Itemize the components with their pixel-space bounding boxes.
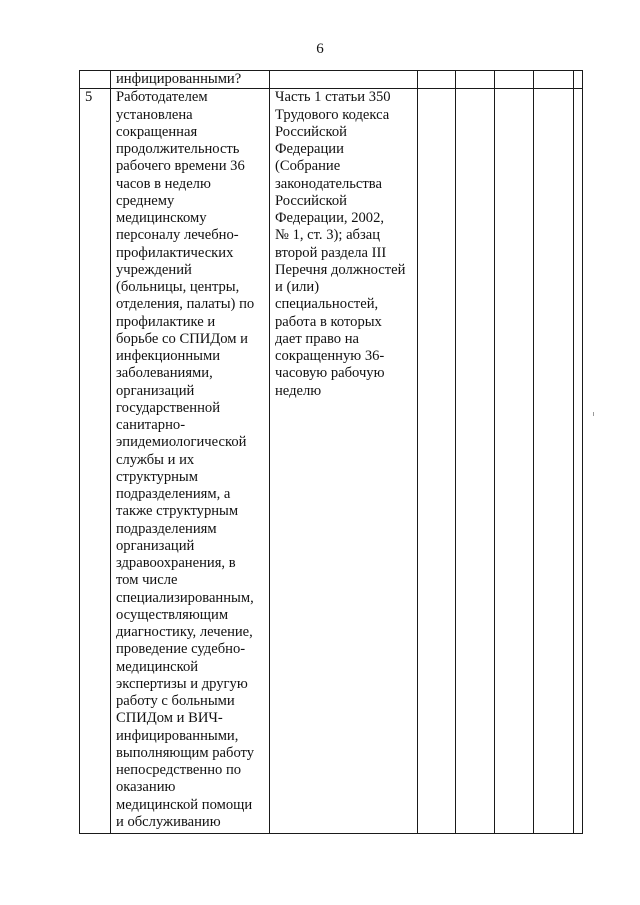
notes-cell [574,71,583,89]
requirement-text-line: подразделениям [116,520,217,537]
requirement-text-line: экспертизы и другую [116,675,248,692]
row-number-cell [80,71,111,89]
legal-basis-cell [270,89,418,834]
legal-basis-text-line: работа в которых [275,313,382,330]
requirement-text-line: здравоохранения, в [116,555,236,571]
legal-basis-text-line: сокращенную 36- [275,348,385,364]
legal-basis-text-line: Российской [275,192,347,209]
requirement-cell [111,71,270,89]
requirement-text-line: эпидемиологической [116,434,247,451]
legal-basis-cell [270,71,418,89]
requirement-text-line: продолжительность [116,141,240,157]
requirement-text-line: выполняющим работу [116,744,255,761]
requirements-table [79,70,583,834]
requirement-text-line: СПИДом и ВИЧ- [116,710,223,727]
requirement-text-line: инфицированными, [116,727,239,744]
answer-cell [418,89,456,834]
legal-basis-text-line: Перечня должностей [275,261,406,278]
legal-basis-text-line: и (или) [275,279,320,295]
answer-cell [534,71,574,89]
answer-cell [495,89,534,834]
table-row [80,89,583,834]
answer-cell [456,71,495,89]
answer-cell [418,71,456,89]
requirement-text-line: отделения, палаты) по [116,296,255,313]
legal-basis-text-line: Часть 1 статьи 350 [275,89,391,106]
requirement-text-line: медицинскому [116,210,207,226]
answer-cell [534,89,574,834]
requirement-text-line: структурным [116,468,198,485]
requirement-text-line: подразделениям, а [116,486,231,502]
legal-basis-text-line: второй раздела III [275,244,387,261]
legal-basis-text-line: (Собрание [275,158,341,175]
row-number: 5 [85,89,93,106]
requirement-text-line: организаций [116,537,195,554]
table-row [80,71,583,89]
requirement-text-line: медицинской [116,658,199,675]
requirement-text-line: специализированным, [116,589,254,606]
page-number: 6 [316,41,324,57]
requirement-text-line: проведение судебно- [116,641,246,658]
requirement-cell [111,89,270,834]
answer-cell [456,89,495,834]
table-body [80,71,583,834]
requirement-text-line: службы и их [116,451,195,468]
legal-basis-text-line: Трудового кодекса [275,106,390,123]
scan-artifact [593,412,594,416]
requirement-text-line: Работодателем [116,89,208,106]
requirement-text-line: организаций [116,382,195,399]
requirement-text-line: установлена [116,106,193,123]
requirement-text-line: инфекционными [116,348,221,364]
requirement-text-line: часов в неделю [116,175,211,192]
legal-basis-text-line: дает право на [275,330,360,347]
requirement-text-line: (больницы, центры, [116,279,240,295]
notes-cell [574,89,583,834]
requirement-text-line: инфицированными? [116,71,242,87]
requirement-text-line: профилактических [116,244,234,261]
requirement-text-line: непосредственно по [116,762,242,778]
legal-basis-text-line: часовую рабочую [275,365,385,382]
requirement-text-line: персоналу лечебно- [116,227,239,244]
legal-basis-text-line: законодательства [275,175,382,192]
requirement-text-line: и обслуживанию [116,813,221,830]
requirement-text-line: заболеваниями, [116,365,213,382]
requirement-text-line: борьбе со СПИДом и [116,330,248,347]
requirement-text-line: сокращенная [116,123,198,140]
requirement-text-line: медицинской помощи [116,796,253,813]
requirement-text-line: том числе [116,572,178,589]
requirement-text-line: диагностику, лечение, [116,624,253,640]
row-number-cell [80,89,111,834]
requirement-text-line: рабочего времени 36 [116,158,245,175]
requirement-text-line: также структурным [116,503,239,520]
requirement-text-line: среднему [116,192,175,209]
requirement-text-line: профилактике и [116,313,216,330]
requirement-text-line: учреждений [116,261,192,278]
legal-basis-text-line: неделю [275,382,322,399]
requirement-text-line: работу с больными [116,693,235,709]
answer-cell [495,71,534,89]
requirement-text-line: государственной [116,399,221,416]
legal-basis-text-line: № 1, ст. 3); абзац [275,227,381,244]
legal-basis-text-line: Федерации, 2002, [275,210,385,226]
legal-basis-text-line: Федерации [275,141,344,157]
requirement-text-line: осуществляющим [116,606,229,623]
requirement-text-line: санитарно- [116,417,186,433]
requirement-text-line: оказанию [116,779,176,796]
legal-basis-text-line: специальностей, [275,296,379,313]
legal-basis-text-line: Российской [275,123,347,140]
